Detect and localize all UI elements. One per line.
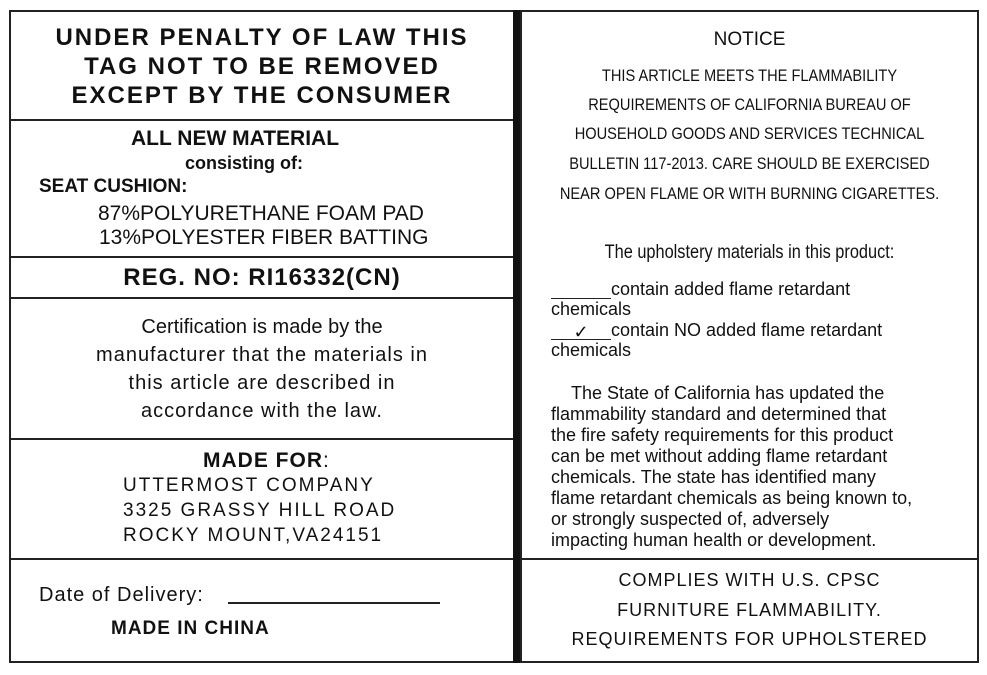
made-for-colon: : [323,449,329,472]
address-line-3: ROCKY MOUNT,VA24151 [123,525,384,546]
address-line-1: UTTERMOST COMPANY [123,475,375,496]
warning-line-1: UNDER PENALTY OF LAW THIS [55,24,469,51]
notice-title: NOTICE [713,29,786,50]
warning-line-3: EXCEPT BY THE CONSUMER [71,82,453,109]
state-line: the fire safety requirements for this product [551,425,894,445]
left-panel [9,10,515,663]
option-2 [551,320,882,360]
made-for-label [203,449,329,473]
state-line: can be met without adding flame retardant [551,446,888,466]
right-panel [520,10,979,663]
certification-line-1: Certification is made by the [141,316,383,338]
content-line-1: 87%POLYURETHANE FOAM PAD [98,202,424,225]
state-line: or strongly suspected of, adversely [551,509,830,529]
option-1-cont: chemicals [551,299,632,319]
reg-number: REG. NO: RI16332(CN) [123,264,401,291]
complies-line-1: COMPLIES WITH U.S. CPSC [618,570,881,590]
divider [11,438,513,440]
seat-cushion-label: SEAT CUSHION: [39,176,188,197]
complies-line-3: REQUIREMENTS FOR UPHOLSTERED [571,629,928,649]
state-line: flame retardant chemicals as being known to, [551,488,913,508]
option-2-checkbox[interactable]: ✓ [551,322,611,340]
notice-line: BULLETIN 117-2013. CARE SHOULD BE EXERCISED [569,154,930,173]
delivery-label: Date of Delivery: [39,584,204,606]
notice-line: NEAR OPEN FLAME OR WITH BURNING CIGARETTES. [559,184,940,203]
divider [522,558,977,560]
made-in-china: MADE IN CHINA [111,618,270,639]
state-line: The State of California has updated the [571,383,885,403]
delivery-date-line[interactable] [228,602,440,604]
state-line: flammability standard and determined that [551,404,887,424]
address-line-2: 3325 GRASSY HILL ROAD [123,500,397,521]
option-2-text: contain NO added flame retardant [611,320,883,340]
certification-line-2: manufacturer that the materials in [96,344,428,366]
notice-line: THIS ARTICLE MEETS THE FLAMMABILITY [601,66,898,85]
divider [11,558,513,560]
option-1-text: contain added flame retardant [611,279,851,299]
consisting-of: consisting of: [185,153,303,173]
option-1 [551,279,850,319]
materials-heading: The upholstery materials in this product: [604,242,895,263]
complies-line-2: FURNITURE FLAMMABILITY. [617,600,882,620]
divider [11,256,513,258]
option-2-cont: chemicals [551,340,632,360]
divider [11,297,513,299]
state-text [551,383,912,551]
divider [11,119,513,121]
option-1-blank[interactable] [551,281,611,299]
warning-line-2: TAG NOT TO BE REMOVED [84,53,440,80]
notice-line: REQUIREMENTS OF CALIFORNIA BUREAU OF [588,95,911,114]
material-title: ALL NEW MATERIAL [131,127,340,150]
notice-line: HOUSEHOLD GOODS AND SERVICES TECHNICAL [574,124,925,143]
made-for-text: MADE FOR [203,449,323,472]
certification-line-4: accordance with the law. [141,400,383,422]
state-line: chemicals. The state has identified many [551,467,876,487]
certification-line-3: this article are described in [128,372,396,394]
content-line-2: 13%POLYESTER FIBER BATTING [99,226,429,249]
state-line: impacting human health or development. [551,530,877,550]
